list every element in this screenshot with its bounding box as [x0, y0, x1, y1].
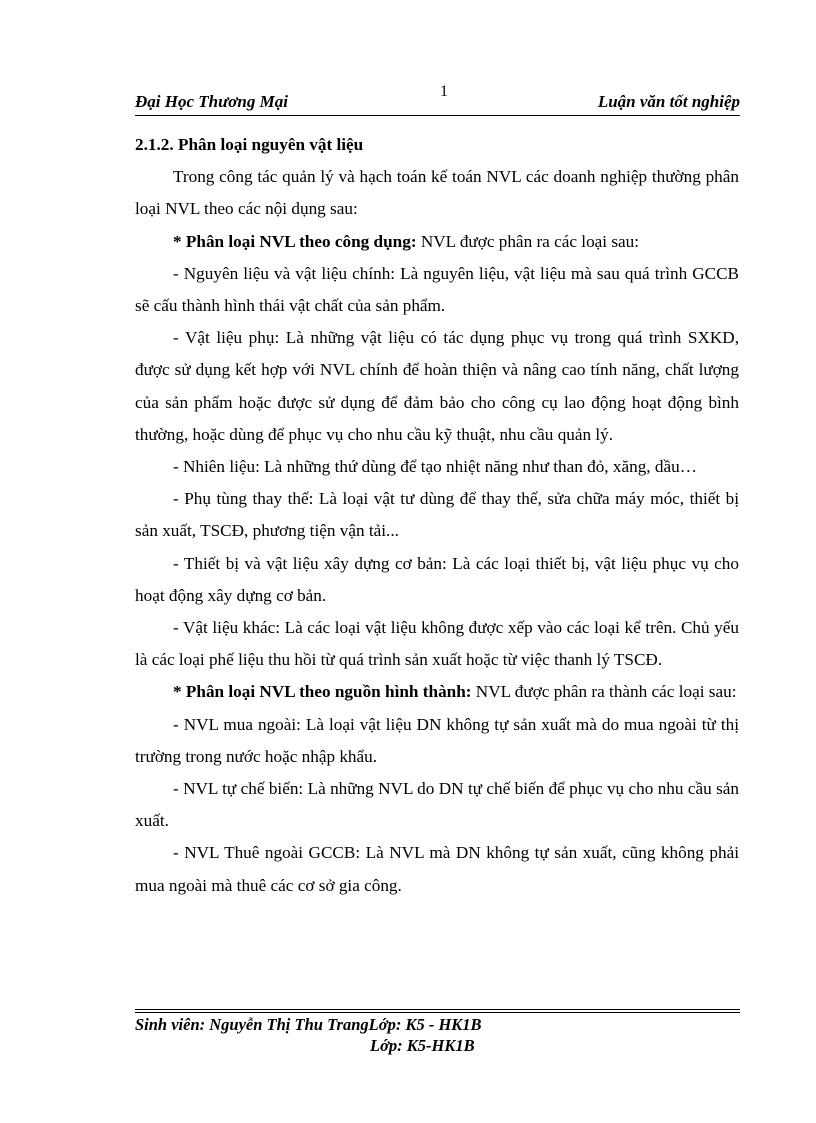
- classification-by-use-text: NVL được phân ra các loại sau:: [416, 231, 640, 251]
- footer-student-info: Sinh viên: Nguyễn Thị Thu TrangLớp: K5 - HK1B: [135, 1015, 482, 1034]
- classification-by-use-label: * Phân loại NVL theo công dụng:: [173, 231, 417, 251]
- header-divider: [135, 115, 740, 116]
- footer-divider-thin: [135, 1009, 740, 1010]
- footer-class-info: Lớp: K5-HK1B: [370, 1036, 475, 1055]
- document-body: [135, 129, 739, 902]
- section-heading: 2.1.2. Phân loại nguyên vật liệu: [135, 135, 364, 154]
- page-number: 1: [440, 83, 448, 100]
- paragraph-outsourced-materials: - NVL Thuê ngoài GCCB: Là NVL mà DN không tự sản xuất, cũng không phải mua ngoài mà thuê các cơ sở gia công.: [135, 843, 739, 895]
- paragraph-self-processed-materials: - NVL tự chế biến: Là những NVL do DN tự chế biến để phục vụ cho nhu cầu sản xuất.: [135, 779, 739, 831]
- paragraph-purchased-materials: - NVL mua ngoài: Là loại vật liệu DN không tự sản xuất mà do mua ngoài từ thị trường trong nước hoặc nhập khẩu.: [135, 714, 739, 766]
- paragraph-fuel: - Nhiên liệu: Là những thứ dùng để tạo nhiệt năng như than đỏ, xăng, dầu…: [173, 457, 697, 477]
- paragraph-classification-by-source: [135, 676, 739, 708]
- classification-by-source-text: NVL được phân ra thành các loại sau:: [471, 682, 737, 702]
- header-university: Đại Học Thương Mại: [135, 92, 288, 111]
- paragraph-construction-materials: - Thiết bị và vật liệu xây dựng cơ bản: Là các loại thiết bị, vật liệu phục vụ cho hoạt động xây dựng cơ bản.: [135, 553, 739, 605]
- paragraph-other-materials: - Vật liệu khác: Là các loại vật liệu không được xếp vào các loại kể trên. Chủ yếu là các loại phế liệu thu hồi từ quá trình sản xuất hoặc từ việc thanh lý TSCĐ.: [135, 618, 739, 670]
- paragraph-main-materials: - Nguyên liệu và vật liệu chính: Là nguyên liệu, vật liệu mà sau quá trình GCCB sẽ cấu thành hình thái vật chất của sản phẩm.: [135, 263, 739, 316]
- paragraph-intro: Trong công tác quản lý và hạch toán kế toán NVL các doanh nghiệp thường phân loại NVL theo các nội dụng sau:: [135, 167, 739, 219]
- paragraph-spare-parts: - Phụ tùng thay thế: Là loại vật tư dùng để thay thế, sửa chữa máy móc, thiết bị sản xuất, TSCĐ, phương tiện vận tải...: [135, 489, 739, 541]
- footer-divider-thick: [135, 1012, 740, 1013]
- classification-by-source-label: * Phân loại NVL theo nguồn hình thành:: [173, 682, 472, 702]
- paragraph-auxiliary-materials: - Vật liệu phụ: Là những vật liệu có tác dụng phục vụ trong quá trình SXKD, được sử dụng kết hợp với NVL chính để hoàn thiện và nâng cao tính năng, chất lượng của sản phẩm hoặc được sử dụng để đảm bảo cho công cụ lao động hoạt động bình thường, hoặc dùng để phục vụ cho nhu cầu kỹ thuật, nhu cầu quản lý.: [135, 328, 739, 444]
- header-document-type: Luận văn tốt nghiệp: [597, 92, 740, 111]
- paragraph-classification-by-use: [135, 226, 739, 258]
